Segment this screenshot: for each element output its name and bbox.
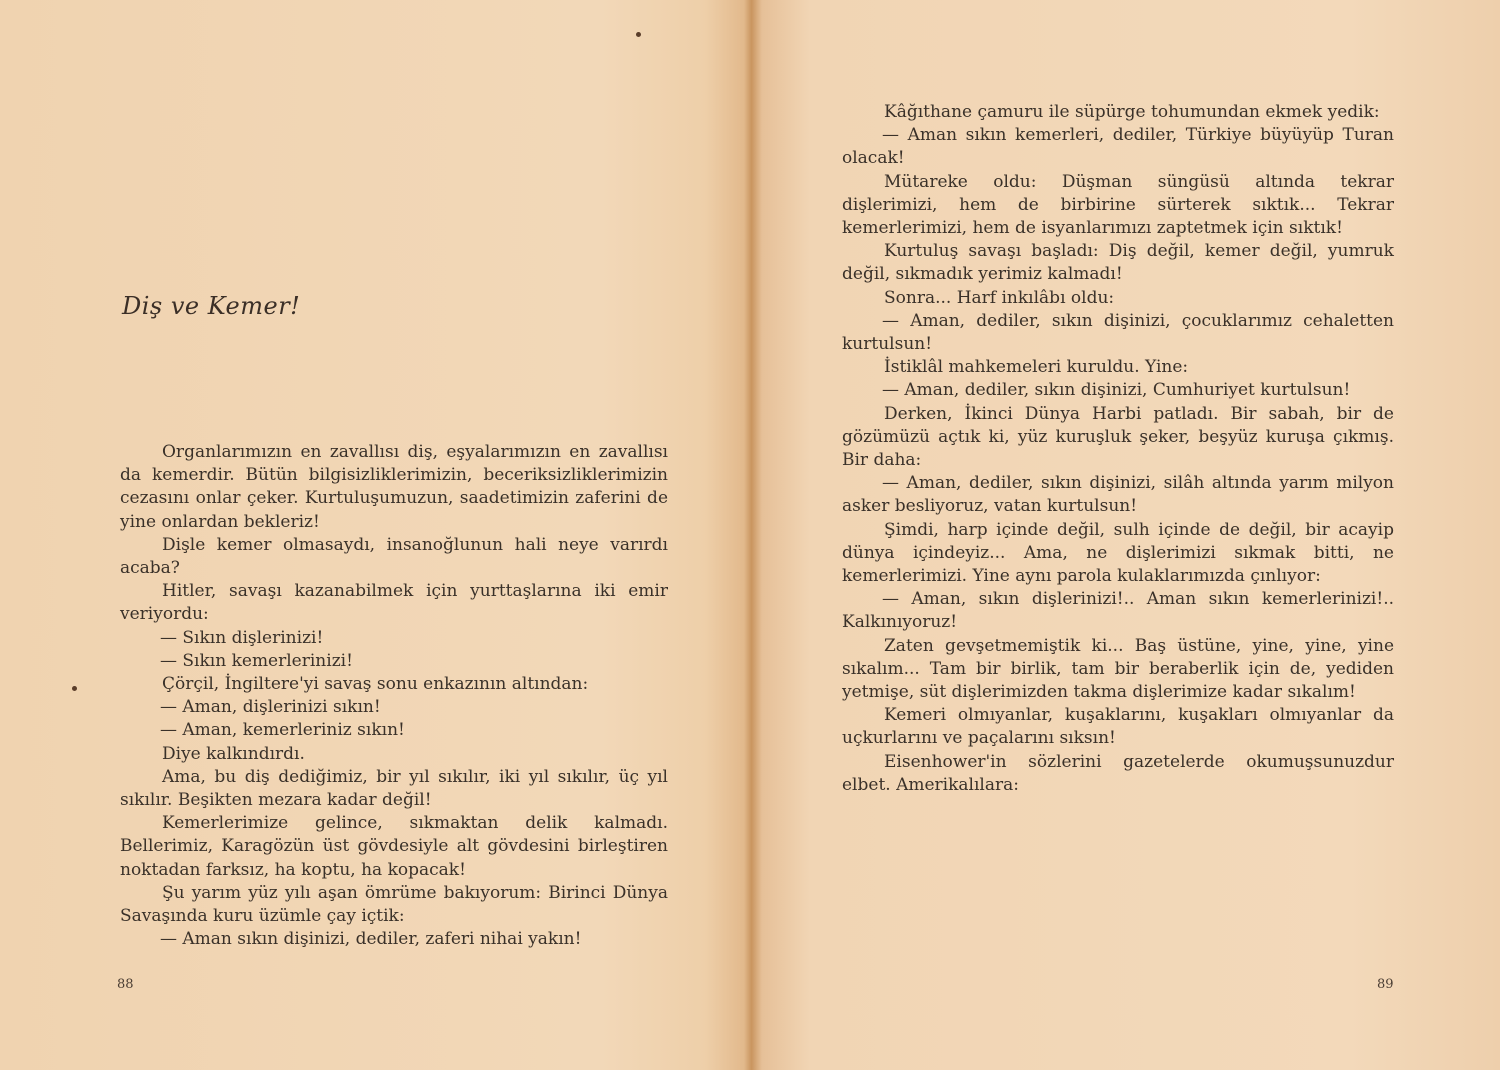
paragraph: Kurtuluş savaşı başladı: Diş değil, kemer değil, yumruk değil, sıkmadık yerimiz kalmadı!: [842, 241, 1394, 285]
left-page: [0, 0, 748, 1070]
paragraph: Kâğıthane çamuru ile süpürge tohumundan ekmek yedik:: [884, 102, 1380, 122]
paragraph: Kemerlerimize gelince, sıkmaktan delik kalmadı. Bellerimiz, Karagözün üst gövdesiyle alt gövdesini birleştiren noktadan farksız, ha koptu, ha kopacak!: [120, 813, 668, 880]
paragraph: Şu yarım yüz yılı aşan ömrüme bakıyorum: Birinci Dünya Savaşında kuru üzümle çay içtik:: [120, 882, 668, 927]
paragraph: — Aman, dişlerinizi sıkın!: [160, 697, 381, 718]
paragraph: Diye kalkındırdı.: [162, 743, 305, 764]
page-number: 89: [1377, 977, 1394, 992]
paragraph: — Aman, kemerleriniz sıkın!: [160, 720, 405, 741]
paragraph: — Sıkın kemerlerinizi!: [160, 650, 353, 671]
paragraph: — Aman sıkın dişinizi, dediler, zaferi nihai yakın!: [160, 929, 582, 950]
paragraph: Zaten gevşetmemiştik ki... Baş üstüne, yine, yine, yine sıkalım... Tam bir birlik, tam bir beraberlik için de, yediden yetmişe, süt dişlerimizden takma dişlerimize kadar sıkalım!: [842, 635, 1394, 703]
left-page-text: [120, 441, 668, 951]
paragraph: Dişle kemer olmasaydı, insanoğlunun hali neye varırdı acaba?: [120, 534, 668, 579]
paragraph: Mütareke oldu: Düşman süngüsü altında tekrar dişlerimizi, hem de birbirine sürterek sıktık... Tekrar kemerlerimizi, hem de isyanlarımızı zaptetmek için sıktık!: [842, 171, 1394, 239]
right-page: [752, 0, 1500, 1070]
paragraph: Kemeri olmıyanlar, kuşaklarını, kuşakları olmıyanlar da uçkurlarını ve paçalarını sıksın!: [842, 705, 1394, 749]
page-number: 88: [117, 977, 134, 992]
paragraph: Eisenhower'in sözlerini gazetelerde okumuşsunuzdur elbet. Amerikalılara:: [842, 751, 1394, 795]
paragraph: Şimdi, harp içinde değil, sulh içinde de değil, bir acayip dünya içindeyiz... Ama, ne dişlerimizi sıkmak bitti, ne kemerlerimizi. Yine aynı parola kulaklarımızda çınlıyor:: [842, 519, 1394, 587]
paragraph: — Aman, sıkın dişlerinizi!.. Aman sıkın kemerlerinizi!.. Kalkınıyoruz!: [842, 589, 1394, 633]
paragraph: Hitler, savaşı kazanabilmek için yurttaşlarına iki emir veriyordu:: [120, 581, 668, 625]
paper-speck: [636, 32, 641, 37]
right-page-text: [842, 101, 1394, 797]
paragraph: Çörçil, İngiltere'yi savaş sonu enkazının altından:: [162, 674, 589, 695]
paragraph: Derken, İkinci Dünya Harbi patladı. Bir sabah, bir de gözümüzü açtık ki, yüz kuruşluk şeker, beşyüz kuruşa çıkmış. Bir daha:: [842, 403, 1394, 471]
paragraph: İstiklâl mahkemeleri kuruldu. Yine:: [884, 357, 1189, 378]
paragraph: Organlarımızın en zavallısı diş, eşyalarımızın en zavallısı da kemerdir. Bütün bilgisizliklerimizin, beceriksizliklerimizin cezasını onlar çeker. Kurtuluşumuzun, saadetimizin zaferini de yine onlardan bekleriz!: [120, 442, 668, 532]
paragraph: — Aman sıkın kemerleri, dediler, Türkiye büyüyüp Turan olacak!: [842, 125, 1394, 169]
paper-speck: [72, 686, 77, 691]
paragraph: — Aman, dediler, sıkın dişinizi, Cumhuriyet kurtulsun!: [882, 380, 1351, 401]
paragraph: — Aman, dediler, sıkın dişinizi, çocuklarımız cehaletten kurtulsun!: [842, 310, 1394, 355]
chapter-title: Diş ve Kemer!: [122, 292, 301, 320]
paragraph: Sonra... Harf inkılâbı oldu:: [884, 287, 1115, 308]
paragraph: — Aman, dediler, sıkın dişinizi, silâh altında yarım milyon asker besliyoruz, vatan kurtulsun!: [842, 473, 1394, 517]
paragraph: Ama, bu diş dediğimiz, bir yıl sıkılır, iki yıl sıkılır, üç yıl sıkılır. Beşikten mezara kadar değil!: [120, 766, 668, 811]
paragraph: — Sıkın dişlerinizi!: [160, 627, 324, 648]
